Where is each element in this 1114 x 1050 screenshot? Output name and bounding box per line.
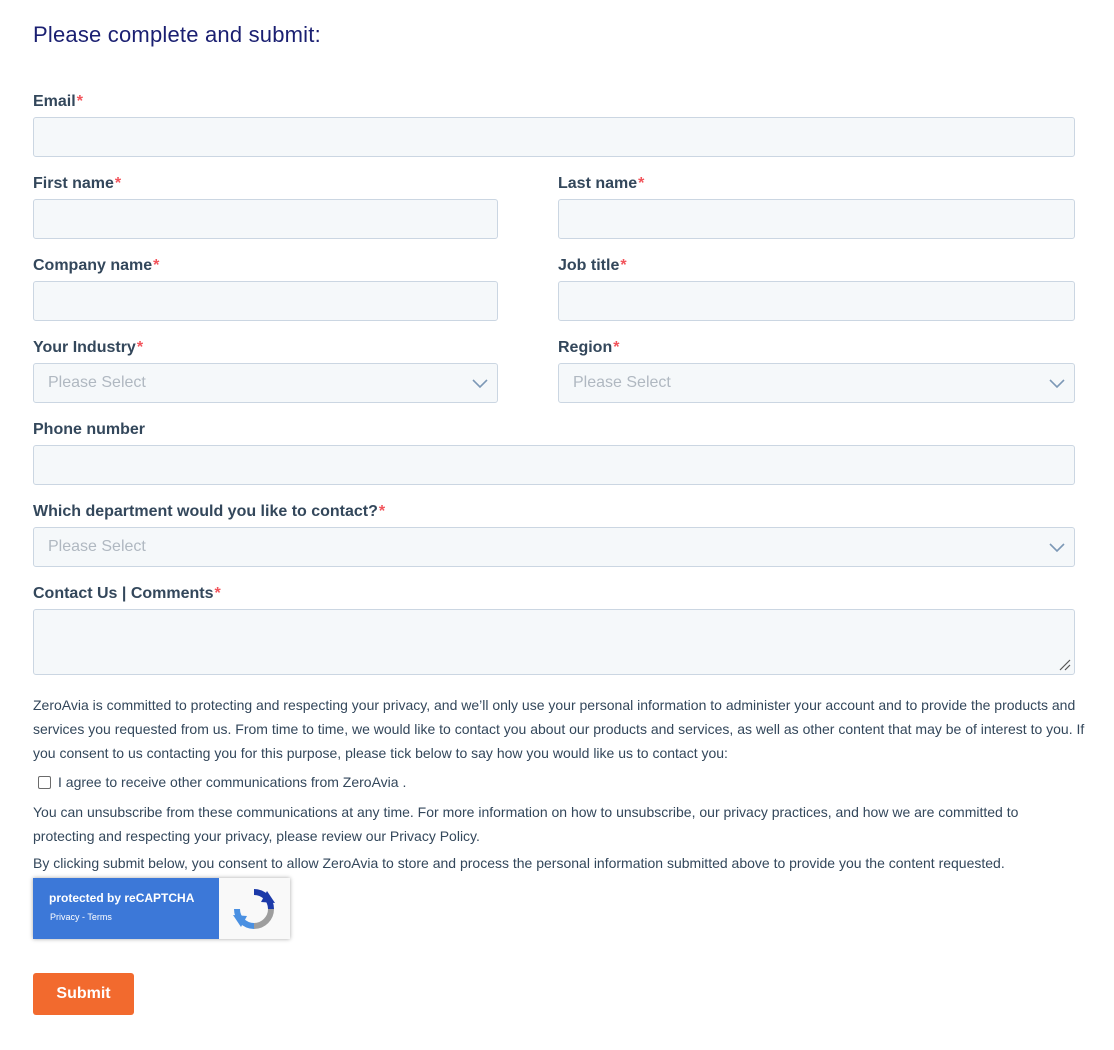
recaptcha-title: protected by reCAPTCHA — [49, 891, 195, 905]
department-select-value: Please Select — [48, 538, 146, 555]
submit-consent-notice: By clicking submit below, you consent to allow ZeroAvia to store and process the personal information submitted above to provide you the content requested. — [33, 855, 1005, 871]
first-name-label-text: First name — [33, 175, 114, 192]
last-name-label — [558, 175, 644, 193]
department-select[interactable] — [33, 527, 1075, 567]
region-select[interactable] — [558, 363, 1075, 403]
required-mark: * — [214, 585, 221, 602]
resize-handle-icon[interactable] — [1057, 657, 1071, 671]
last-name-field[interactable] — [558, 199, 1075, 239]
required-mark: * — [76, 93, 83, 110]
industry-label-text: Your Industry — [33, 339, 136, 356]
phone-field[interactable] — [33, 445, 1075, 485]
required-mark: * — [378, 503, 386, 520]
industry-select[interactable] — [33, 363, 498, 403]
company-label-text: Company name — [33, 257, 153, 274]
job-title-label — [558, 257, 627, 275]
job-title-field[interactable] — [558, 281, 1075, 321]
consent-checkbox[interactable] — [38, 776, 51, 789]
first-name-label — [33, 175, 121, 193]
comments-label-text: Contact Us | Comments — [33, 585, 214, 602]
department-label — [33, 503, 385, 521]
privacy-notice: ZeroAvia is committed to protecting and respecting your privacy, and we’ll only use your personal information to administer your account and to provide the products and services you requested from us. From time to time, we would like to contact you about our products and services, as well as other content that may be of interest to you. If you consent to us contacting you for this purpose, please tick below to say how you would like us to contact you: — [33, 697, 1085, 761]
unsubscribe-notice: You can unsubscribe from these communications at any time. For more information on how to unsubscribe, our privacy practices, and how we are committed to protecting and respecting your privacy, please review our Privacy Policy. — [33, 804, 1019, 844]
department-label-text: Which department would you like to contact? — [33, 503, 378, 520]
company-name-field[interactable] — [33, 281, 498, 321]
chevron-down-icon — [1048, 538, 1066, 556]
job-title-label-text: Job title — [558, 257, 620, 274]
submit-button[interactable]: Submit — [33, 973, 134, 1015]
comments-textarea[interactable] — [33, 609, 1075, 675]
industry-label — [33, 339, 143, 357]
region-select-value: Please Select — [573, 374, 671, 391]
company-label — [33, 257, 159, 275]
required-mark: * — [153, 257, 160, 274]
consent-label[interactable]: I agree to receive other communications from ZeroAvia . — [58, 774, 407, 790]
comments-label — [33, 585, 221, 603]
email-field[interactable] — [33, 117, 1075, 157]
required-mark: * — [638, 175, 645, 192]
required-mark: * — [114, 175, 122, 192]
required-mark: * — [613, 339, 620, 356]
form-title: Please complete and submit: — [33, 22, 321, 47]
phone-label: Phone number — [33, 421, 146, 438]
email-label-text: Email — [33, 93, 76, 110]
required-mark: * — [620, 257, 627, 274]
industry-select-value: Please Select — [48, 374, 146, 391]
last-name-label-text: Last name — [558, 175, 638, 192]
chevron-down-icon — [471, 374, 489, 392]
recaptcha-links[interactable]: Privacy - Terms — [50, 912, 112, 922]
email-label — [33, 93, 83, 111]
chevron-down-icon — [1048, 374, 1066, 392]
region-label-text: Region — [558, 339, 613, 356]
recaptcha-badge[interactable] — [33, 878, 290, 939]
recaptcha-logo-icon — [231, 886, 277, 932]
first-name-field[interactable] — [33, 199, 498, 239]
region-label — [558, 339, 619, 357]
required-mark: * — [136, 339, 144, 356]
recaptcha-panel — [33, 878, 219, 939]
